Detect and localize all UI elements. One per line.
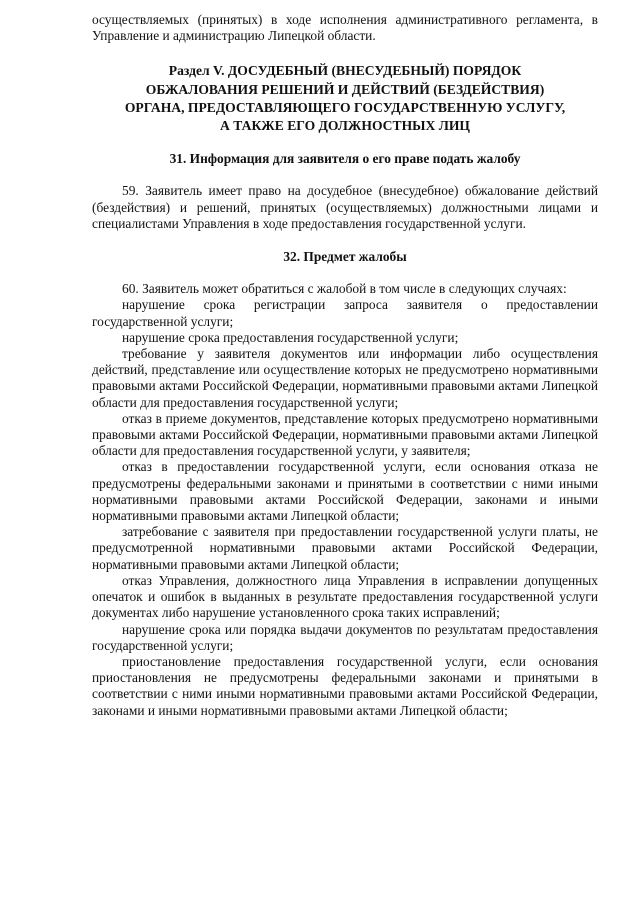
list-item: затребование с заявителя при предоставлении государственной услуги платы, не предусмотренной нормативными правовыми актами Российской Федерации, нормативными правовыми актами Липецкой области;: [92, 524, 598, 572]
list-item: требование у заявителя документов или информации либо осуществления действий, представление или осуществление которых не предусмотрено нормативными правовыми актами Российской Федерации, нормативными правовыми актами Липецкой области для предоставления государственной услуги;: [92, 346, 598, 410]
section-heading-line-3: ОРГАНА, ПРЕДОСТАВЛЯЮЩЕГО ГОСУДАРСТВЕННУЮ УСЛУГУ,: [124, 99, 566, 115]
section-heading: [92, 62, 598, 135]
intro-paragraph: осуществляемых (принятых) в ходе исполнения административного регламента, в Управление и администрацию Липецкой области.: [92, 12, 598, 44]
list-item: нарушение срока или порядка выдачи документов по результатам предоставления государственной услуги;: [92, 621, 598, 653]
section-heading-line-4: А ТАКЖЕ ЕГО ДОЛЖНОСТНЫХ ЛИЦ: [220, 118, 470, 134]
list-item: нарушение срока предоставления государственной услуги;: [122, 329, 459, 345]
text-column: [92, 12, 598, 719]
list-item: приостановление предоставления государственной услуги, если основания приостановления не предусмотрены федеральными законами и принятыми в соответствии с ними иными нормативными правовыми актами Российской Федерации, законами и иными нормативными правовыми актами Липецкой области;: [92, 653, 598, 718]
paragraph-60: 60. Заявитель может обратиться с жалобой в том числе в следующих случаях:: [122, 281, 567, 297]
list-item: отказ Управления, должностного лица Управления в исправлении допущенных опечаток и ошибок в выданных в результате предоставления государственной услуги документах либо нарушение установленного срока таких исправлений;: [92, 572, 598, 621]
section-heading-line-1: Раздел V. ДОСУДЕБНЫЙ (ВНЕСУДЕБНЫЙ) ПОРЯДОК: [168, 63, 522, 79]
subsection-32-title: 32. Предмет жалобы: [283, 249, 407, 265]
list-item: отказ в приеме документов, представление которых предусмотрено нормативными правовыми актами Российской Федерации, нормативными правовыми актами Липецкой области для предоставления государственной услуги, у заявителя;: [92, 410, 598, 459]
complaint-cases-list: [92, 297, 598, 718]
paragraph-59: 59. Заявитель имеет право на досудебное (внесудебное) обжалование действий (бездействия) и решений, принятых (осуществляемых) должностными лицами и специалистами Управления в ходе предоставления государственной услуги.: [92, 183, 598, 231]
list-item: нарушение срока регистрации запроса заявителя о предоставлении государственной услуги;: [92, 297, 598, 329]
section-heading-line-2: ОБЖАЛОВАНИЯ РЕШЕНИЙ И ДЕЙСТВИЙ (БЕЗДЕЙСТВИЯ): [145, 81, 545, 97]
list-item: отказ в предоставлении государственной услуги, если основания отказа не предусмотрены федеральными законами и принятыми в соответствии с ними иными нормативными правовыми актами Российской Федерации, законами и иными нормативными правовыми актами Липецкой области;: [92, 459, 598, 524]
subsection-31-title: 31. Информация для заявителя о его праве подать жалобу: [169, 151, 521, 167]
